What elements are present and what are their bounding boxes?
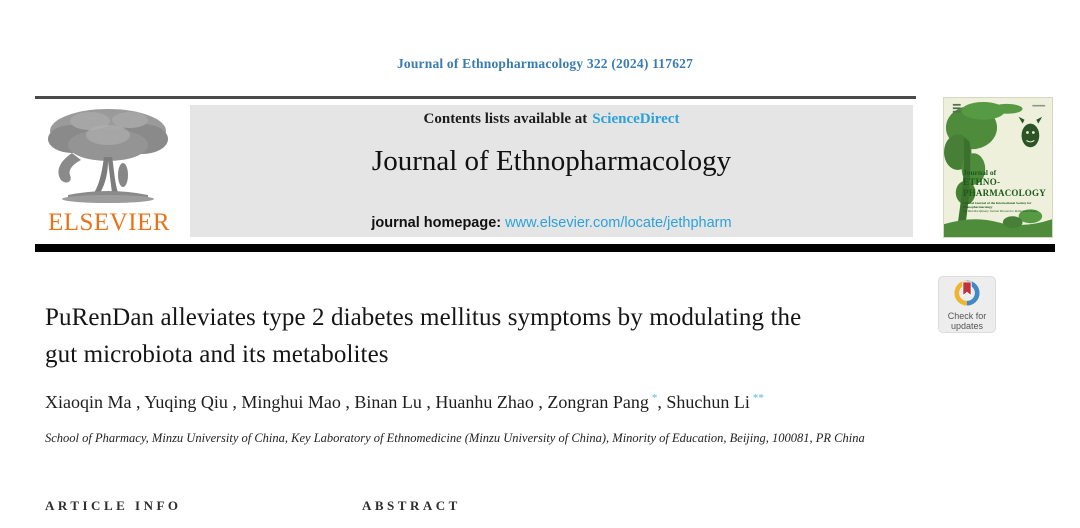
author-name: Minghui Mao: [241, 392, 341, 412]
crossmark-label: Check for updates: [947, 311, 987, 331]
sciencedirect-link[interactable]: ScienceDirect: [592, 111, 680, 127]
author-separator: ,: [421, 392, 436, 412]
crossmark-icon: [954, 280, 980, 306]
homepage-line: [190, 215, 913, 231]
author-separator: ,: [533, 392, 548, 412]
masthead-divider-rule: [35, 244, 1055, 252]
homepage-label: journal homepage:: [371, 215, 502, 231]
cover-title-line2: ETHNO-: [963, 177, 1001, 187]
article-title-line1: PuRenDan alleviates type 2 diabetes mellitus symptoms by modulating the: [45, 304, 802, 331]
cover-subtitle-1: Official Journal of the International Society for Ethnopharmacology: [963, 200, 1032, 209]
journal-masthead-panel: [190, 105, 913, 237]
cover-title-line3: PHARMACOLOGY: [963, 187, 1046, 198]
author-separator: ,: [227, 392, 242, 412]
cover-stamp-mark: [953, 104, 961, 113]
author-list: [45, 392, 1005, 413]
journal-title: Journal of Ethnopharmacology: [371, 145, 732, 177]
author-separator: ,: [657, 392, 667, 412]
check-for-updates-badge[interactable]: [938, 276, 996, 333]
cover-title-line1: Journal of: [963, 168, 997, 177]
corresponding-author-marker[interactable]: *: [651, 392, 658, 404]
author-name: Yuqing Qiu: [144, 392, 228, 412]
journal-citation: Journal of Ethnopharmacology 322 (2024) 117627: [396, 56, 694, 71]
header-top-rule: [35, 96, 916, 99]
corresponding-author-marker[interactable]: **: [752, 392, 764, 404]
author-name: Zongran Pang: [547, 392, 649, 412]
contents-prefix: Contents lists available at: [423, 111, 588, 127]
journal-homepage-link[interactable]: www.elsevier.com/locate/jethpharm: [505, 215, 732, 231]
article-title: [45, 299, 945, 373]
elsevier-wordmark: ELSEVIER: [47, 209, 171, 236]
author-name: Huanhu Zhao: [435, 392, 534, 412]
elsevier-logo[interactable]: [40, 103, 180, 241]
author-name: Binan Lu: [354, 392, 422, 412]
cover-mask-figure: [1019, 117, 1043, 148]
journal-cover-thumbnail[interactable]: [943, 97, 1053, 238]
cover-subtitle-2: An Interdisciplinary Journal Devoted to Indigenous Drugs: [963, 209, 1038, 214]
author-name: Shuchun Li: [666, 392, 750, 412]
affiliation: School of Pharmacy, Minzu University of China, Key Laboratory of Ethnomedicine (Minzu University of China), Minority of Education, Beijing, 100081, PR China: [45, 431, 865, 445]
author-name: Xiaoqin Ma: [45, 392, 132, 412]
cover-title-block: [963, 168, 1051, 214]
article-title-line2: gut microbiota and its metabolites: [45, 341, 389, 368]
contents-line: [190, 111, 913, 128]
author-separator: ,: [131, 392, 145, 412]
author-separator: ,: [340, 392, 355, 412]
abstract-heading: ABSTRACT: [362, 498, 461, 513]
article-info-heading: ARTICLE INFO: [45, 498, 182, 513]
elsevier-tree-icon: [42, 105, 174, 207]
